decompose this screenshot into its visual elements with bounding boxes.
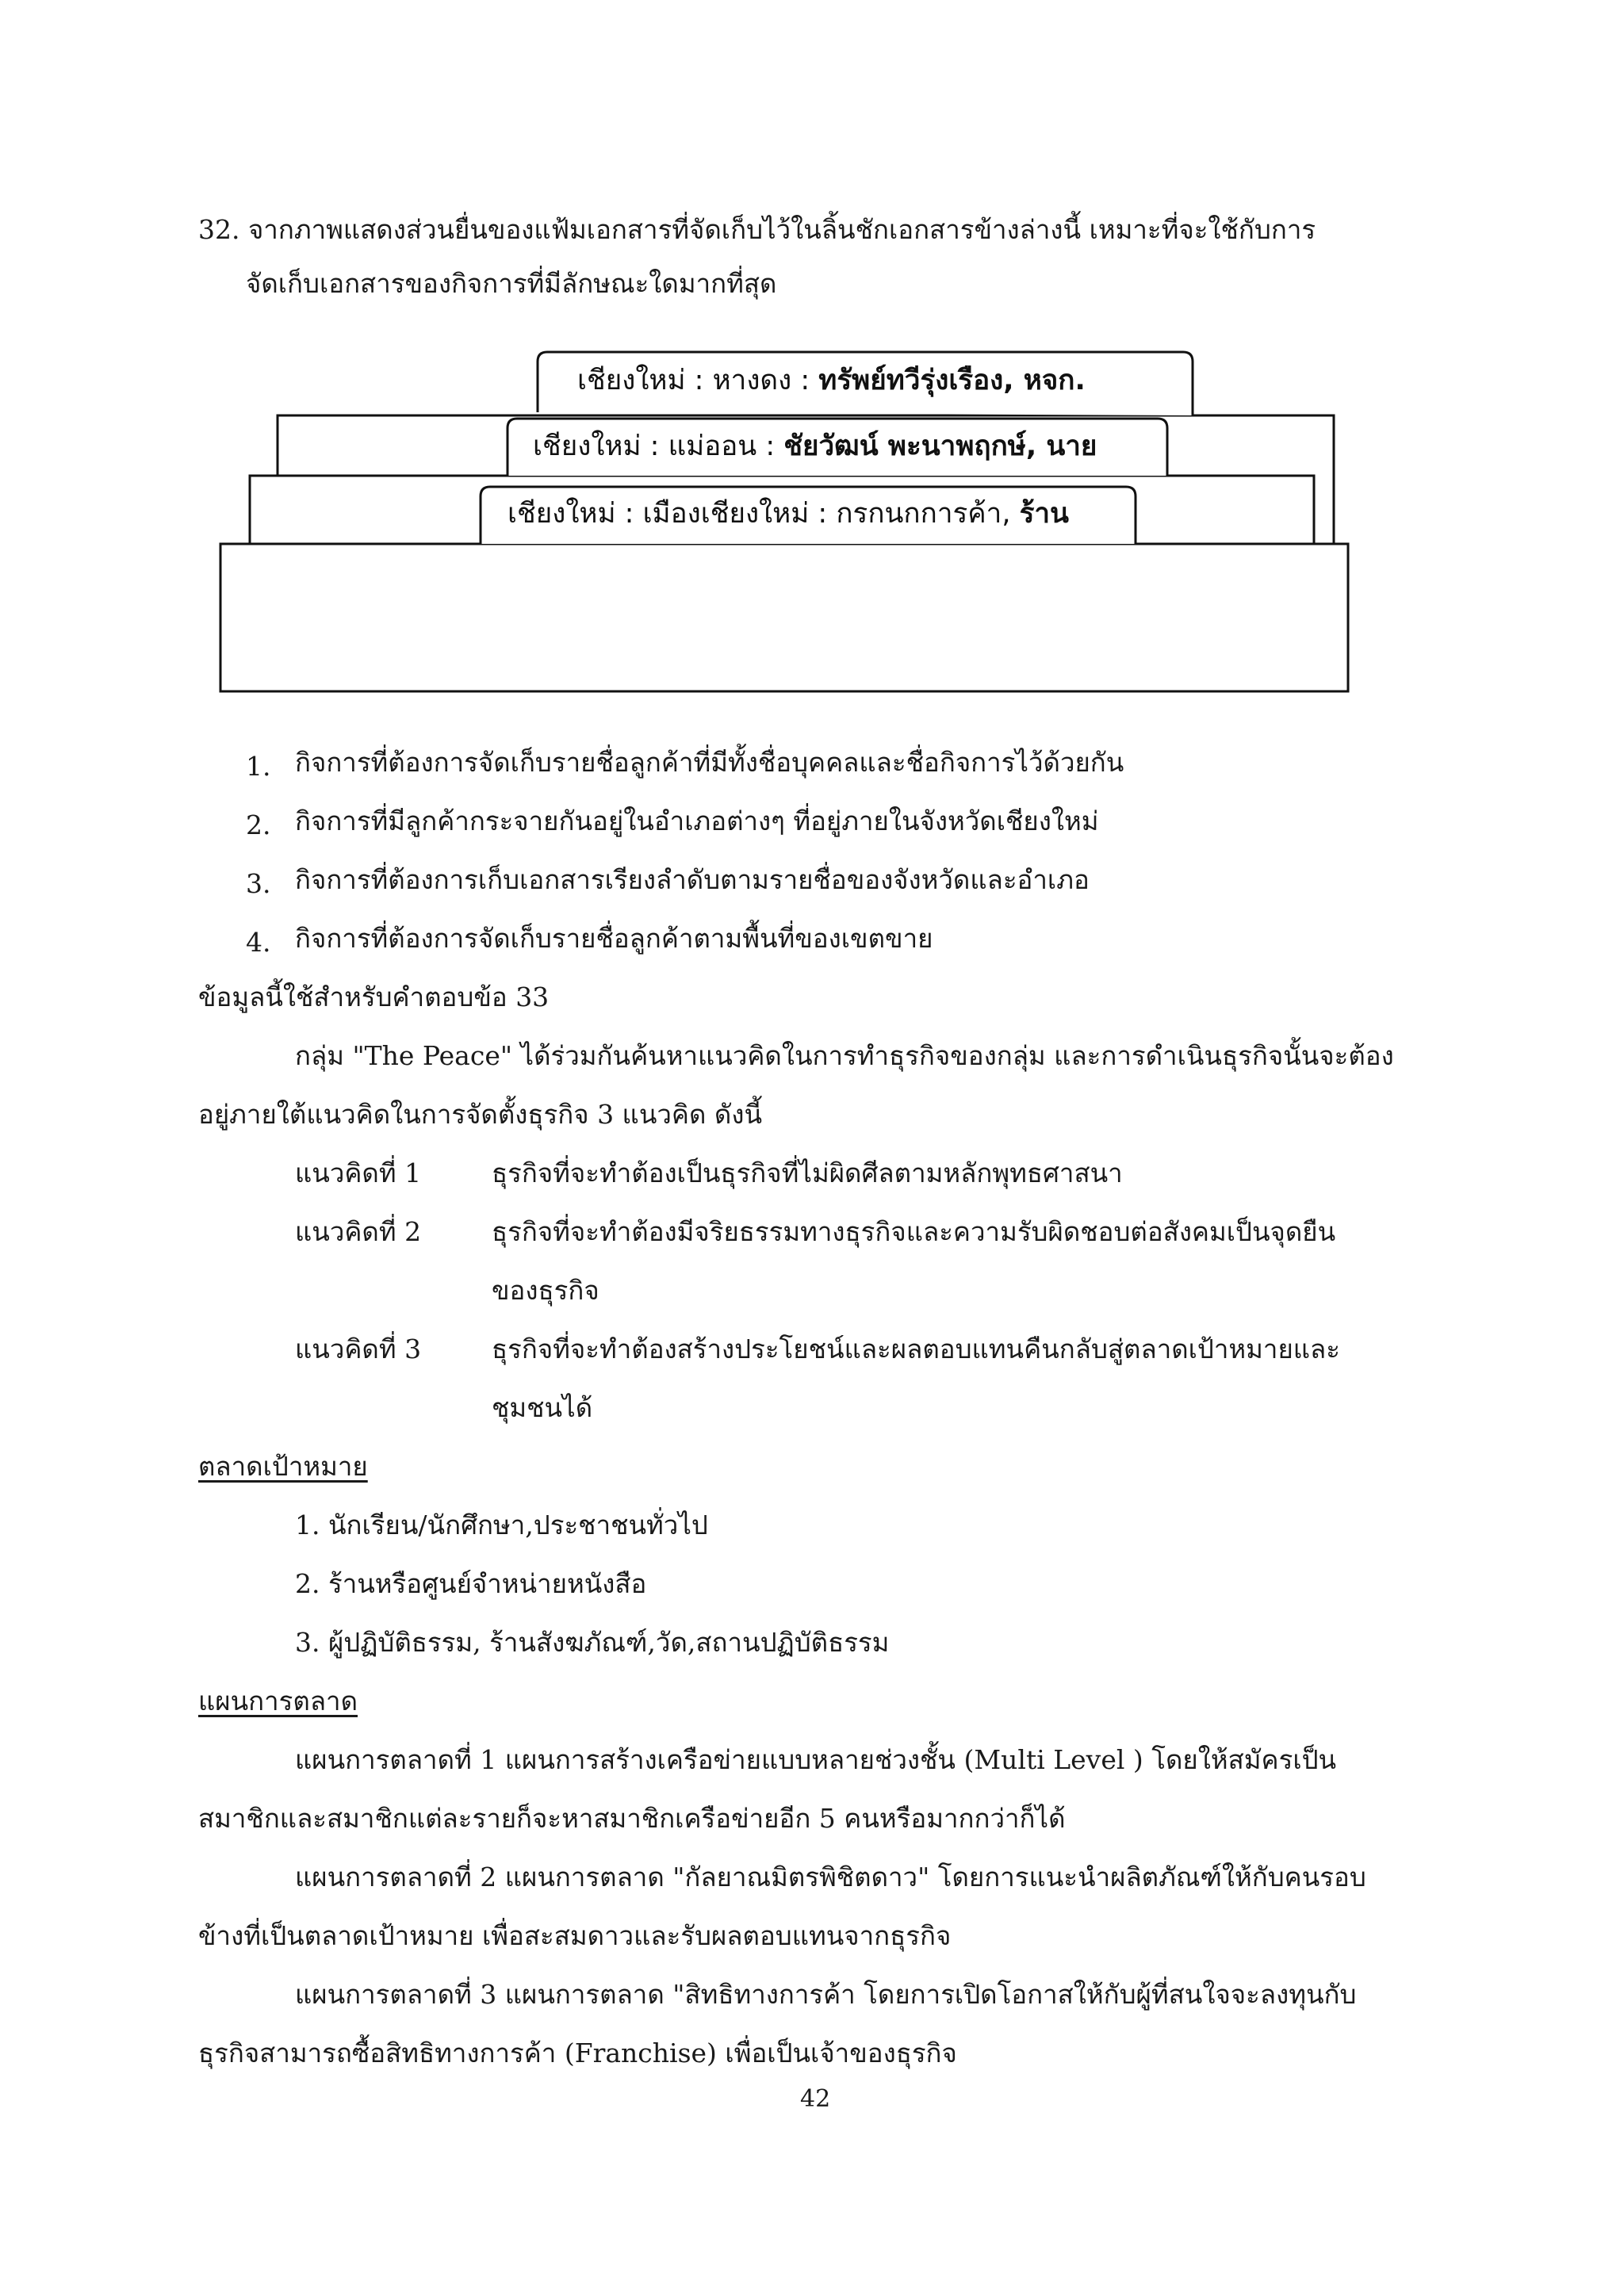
concept-3-label: แนวคิดที่ 3 xyxy=(295,1334,422,1364)
intro-line-2: อยู่ภายใต้แนวคิดในการจัดตั้งธุรกิจ 3 แนวคิด ดังนี้ xyxy=(198,1099,763,1130)
marketing-plan-2-line-1: แผนการตลาดที่ 2 แผนการตลาด "กัลยาณมิตรพิชิตดาว" โดยการแนะนำผลิตภัณฑ์ให้กับคนรอบ xyxy=(295,1862,1366,1892)
target-market-item-3: 3. ผู้ปฏิบัติธรรม, ร้านสังฆภัณฑ์,วัด,สถานปฏิบัติธรรม xyxy=(295,1627,890,1658)
folder-tab-3-label: เชียงใหม่ : เมืองเชียงใหม่ : กรกนกการค้า, ร้าน xyxy=(508,498,1069,530)
concept-3-text-line-2: ชุมชนได้ xyxy=(492,1392,593,1423)
info-header: ข้อมูลนี้ใช้สำหรับคำตอบข้อ 33 xyxy=(198,982,550,1012)
choice-2-text: กิจการที่มีลูกค้ากระจายกันอยู่ในอำเภอต่างๆ ที่อยู่ภายในจังหวัดเชียงใหม่ xyxy=(295,806,1099,836)
choice-1-text: กิจการที่ต้องการจัดเก็บรายชื่อลูกค้าที่มีทั้งชื่อบุคคลและชื่อกิจการไว้ด้วยกัน xyxy=(295,747,1124,778)
concept-3-text-line-1: ธุรกิจที่จะทำต้องสร้างประโยชน์และผลตอบแทนคืนกลับสู่ตลาดเป้าหมายและ xyxy=(492,1334,1341,1364)
marketing-plan-1-line-1: แผนการตลาดที่ 1 แผนการสร้างเครือข่ายแบบหลายช่วงชั้น (Multi Level ) โดยให้สมัครเป็น xyxy=(295,1744,1337,1775)
intro-line-1: กลุ่ม "The Peace" ได้ร่วมกันค้นหาแนวคิดในการทำธุรกิจของกลุ่ม และการดำเนินธุรกิจนั้นจะต้อง xyxy=(295,1040,1394,1071)
choice-4-number: 4. xyxy=(246,927,271,958)
concept-1-label: แนวคิดที่ 1 xyxy=(295,1158,422,1188)
concept-2-label: แนวคิดที่ 2 xyxy=(295,1216,422,1247)
choice-3-text: กิจการที่ต้องการเก็บเอกสารเรียงลำดับตามรายชื่อของจังหวัดและอำเภอ xyxy=(295,864,1090,895)
target-market-heading: ตลาดเป้าหมาย xyxy=(198,1451,368,1482)
folder-tab-2-label: เชียงใหม่ : แม่ออน : ชัยวัฒน์ พะนาพฤกษ์, นาย xyxy=(533,430,1097,462)
concept-1-text: ธุรกิจที่จะทำต้องเป็นธุรกิจที่ไม่ผิดศีลตามหลักพุทธศาสนา xyxy=(492,1158,1123,1188)
marketing-plan-1-line-2: สมาชิกและสมาชิกแต่ละรายก็จะหาสมาชิกเครือข่ายอีก 5 คนหรือมากกว่าก็ได้ xyxy=(198,1803,1066,1834)
marketing-plan-3-line-1: แผนการตลาดที่ 3 แผนการตลาด "สิทธิทางการค้า โดยการเปิดโอกาสให้กับผู้ที่สนใจจะลงทุนกับ xyxy=(295,1979,1357,2010)
folder-tab-1-label: เชียงใหม่ : หางดง : ทรัพย์ทวีรุ่งเรือง, หจก. xyxy=(577,365,1086,396)
marketing-plan-heading: แผนการตลาด xyxy=(198,1686,358,1716)
choice-2-number: 2. xyxy=(246,809,271,840)
target-market-item-1: 1. นักเรียน/นักศึกษา,ประชาชนทั่วไป xyxy=(295,1510,708,1540)
question-line-1: 32. จากภาพแสดงส่วนยื่นของแฟ้มเอกสารที่จัดเก็บไว้ในลิ้นชักเอกสารข้างล่างนี้ เหมาะที่จะใช้กับการ xyxy=(198,214,1316,245)
marketing-plan-3-line-2: ธุรกิจสามารถซื้อสิทธิทางการค้า (Franchise) เพื่อเป็นเจ้าของธุรกิจ xyxy=(198,2038,957,2068)
target-market-item-2: 2. ร้านหรือศูนย์จำหน่ายหนังสือ xyxy=(295,1568,647,1599)
concept-2-text-line-1: ธุรกิจที่จะทำต้องมีจริยธรรมทางธุรกิจและความรับผิดชอบต่อสังคมเป็นจุดยืน xyxy=(492,1216,1336,1247)
concept-2-text-line-2: ของธุรกิจ xyxy=(492,1275,599,1306)
question-line-2: จัดเก็บเอกสารของกิจการที่มีลักษณะใดมากที่สุด xyxy=(246,268,777,299)
choice-1-number: 1. xyxy=(246,751,271,782)
marketing-plan-2-line-2: ข้างที่เป็นตลาดเป้าหมาย เพื่อสะสมดาวและรับผลตอบแทนจากธุรกิจ xyxy=(198,1920,952,1951)
page-number: 42 xyxy=(800,2085,831,2113)
choice-4-text: กิจการที่ต้องการจัดเก็บรายชื่อลูกค้าตามพื้นที่ของเขตขาย xyxy=(295,923,933,954)
choice-3-number: 3. xyxy=(246,868,271,899)
